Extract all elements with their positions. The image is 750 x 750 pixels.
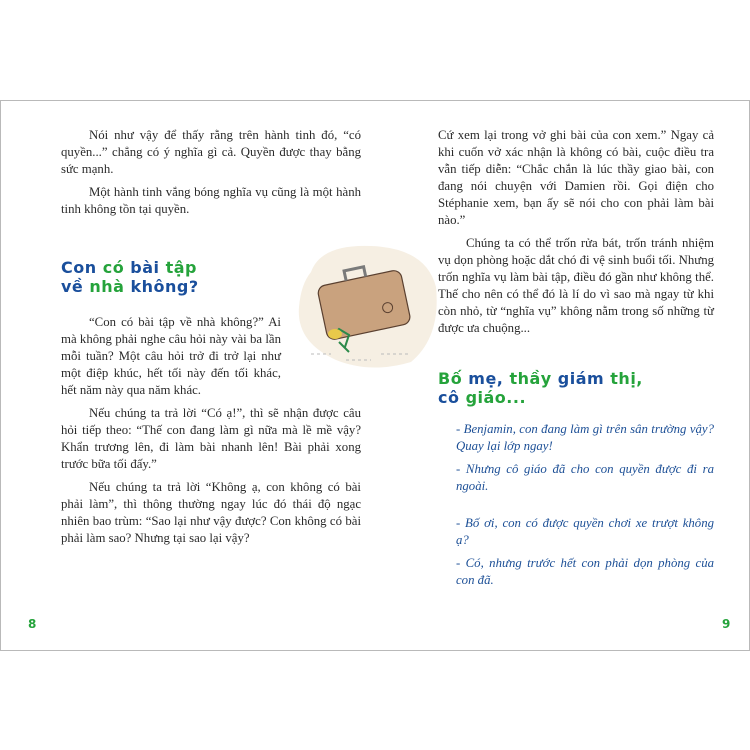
paragraph: “Con có bài tập về nhà không?” Ai mà không phải nghe câu hỏi này vài ba lần mỗi tuần? Một câu hỏi trở đi trở lại như một điệp khúc, hết tối này đến tối khác, hết năm này qua năm khác. — [61, 315, 281, 397]
section-heading-parents-teachers — [438, 369, 714, 407]
dialogue-line: - Benjamin, con đang làm gì trên sân trường vậy? Quay lại lớp ngay! — [456, 422, 714, 453]
heading-word: về — [61, 277, 84, 296]
dialogue-line: - Có, nhưng trước hết con phải dọn phòng của con đã. — [456, 556, 714, 587]
book-spread — [0, 100, 750, 651]
paragraph: Nếu chúng ta trả lời “Có ạ!”, thì sẽ nhận được câu hỏi tiếp theo: “Thế con đang làm gì nữa mà lề mề vậy? Khẩn trương lên, đi làm bài nhanh lên! Bài phải xong trước bữa tối đấy.” — [61, 406, 361, 471]
suitcase-illustration — [291, 242, 441, 372]
heading-word: Con — [61, 258, 97, 277]
dialogue-line: - Bố ơi, con có được quyền chơi xe trượt không ạ? — [456, 516, 714, 547]
dialogue-line: - Nhưng cô giáo đã cho con quyền được đi ra ngoài. — [456, 462, 714, 493]
heading-word: thị, — [610, 369, 643, 388]
heading-word: tập — [165, 258, 197, 277]
paragraph: Cứ xem lại trong vở ghi bài của con xem.” Ngay cả khi cuốn vở xác nhận là không có bài, cuộc điều tra vẫn tiếp diễn: “Chắc chắn là lúc thầy giao bài, con đang nói chuyện với Damien rồi. Gọi điện cho Stéphanie xem, bạn ấy sẽ nói cho con phải làm bài nào.” — [438, 128, 714, 227]
page-number-left: 8 — [28, 617, 37, 631]
heading-word: nhà — [89, 277, 125, 296]
left-page — [61, 127, 361, 553]
heading-word: giám — [557, 369, 605, 388]
page-number-right: 9 — [722, 617, 731, 631]
heading-word: không? — [130, 277, 199, 296]
right-page — [438, 127, 714, 595]
heading-word: giáo... — [465, 388, 527, 407]
heading-word: mẹ, — [468, 369, 504, 388]
paragraph: Chúng ta có thể trốn rửa bát, trốn tránh nhiệm vụ dọn phòng hoặc dắt chó đi vệ sinh buổi tối. Nhưng trốn nghĩa vụ làm bài tập, điều đó gần như không thể. Thế cho nên có thể đó là lí do vì sao mà ngay từ khi còn nhỏ, từ “nghĩa vụ” không nằm trong số những từ được ưa chuộng... — [438, 236, 714, 335]
heading-word: bài — [130, 258, 160, 277]
illustration-container — [289, 242, 401, 392]
heading-word: có — [102, 258, 125, 277]
paragraph: Nói như vậy để thấy rằng trên hành tinh đó, “có quyền...” chẳng có ý nghĩa gì cả. Quyền được thay bằng sức mạnh. — [61, 128, 361, 176]
heading-word: thầy — [509, 369, 552, 388]
paragraph: Nếu chúng ta trả lời “Không ạ, con không có bài phải làm”, thì thông thường ngay lúc đó thái độ ngạc nhiên bao trùm: “Sao lại như vậy được? Con không có bài phải làm sao? Nhưng tại sao lại vậy? — [61, 480, 361, 545]
paragraph: Một hành tinh vắng bóng nghĩa vụ cũng là một hành tinh không tồn tại quyền. — [61, 185, 361, 216]
heading-word: cô — [438, 388, 460, 407]
heading-word: Bố — [438, 369, 463, 388]
